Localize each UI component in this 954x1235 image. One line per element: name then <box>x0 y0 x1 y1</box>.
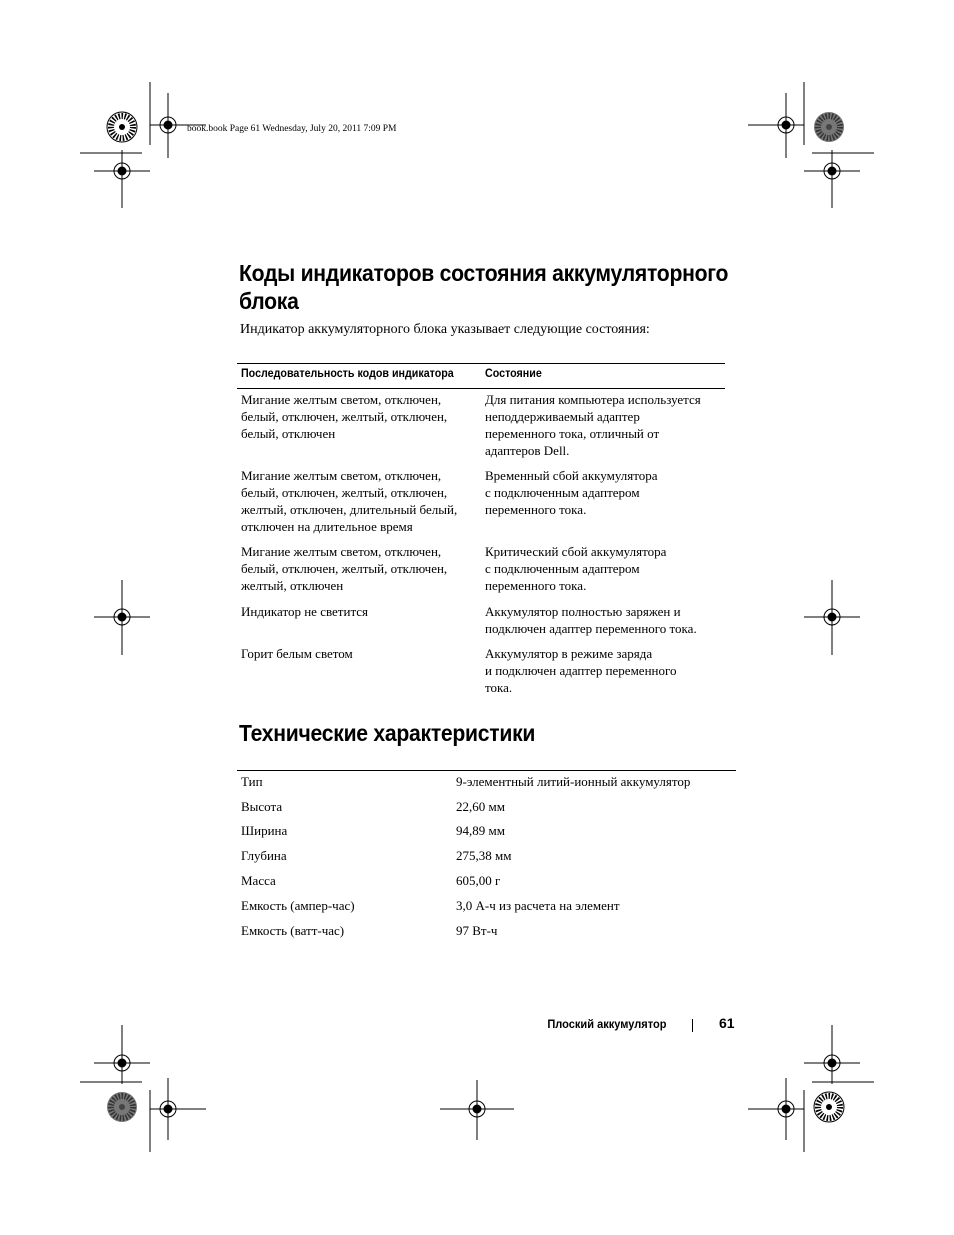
column-header-sequence: Последовательность кодов индикатора <box>241 368 454 380</box>
spec-value: 3,0 А-ч из расчета на элемент <box>456 898 620 913</box>
table-header-rule <box>237 388 725 389</box>
intro-paragraph: Индикатор аккумуляторного блока указывает следующие состояния: <box>240 322 650 337</box>
spec-value: 275,38 мм <box>456 848 512 863</box>
spec-label: Масса <box>241 873 276 888</box>
spec-label: Высота <box>241 799 283 814</box>
spec-label: Тип <box>241 774 263 789</box>
table-cell-sequence: Горит белым светом <box>241 646 353 661</box>
table-cell-state: Аккумулятор в режиме заряда и подключен адаптер переменного тока. <box>485 646 677 695</box>
spec-value: 22,60 мм <box>456 799 505 814</box>
section-title: Коды индикаторов состояния аккумуляторного <box>239 260 729 286</box>
page-number: 61 <box>719 1015 735 1031</box>
spec-value: 605,00 г <box>456 873 501 888</box>
section-title: Технические характеристики <box>239 720 536 746</box>
table-cell-state: Для питания компьютера используется неподдерживаемый адаптер переменного тока, отличный от адаптеров Dell. <box>485 392 701 458</box>
print-slug-line: book.book Page 61 Wednesday, July 20, 2011 7:09 PM <box>187 124 397 134</box>
column-header-state: Состояние <box>485 368 542 380</box>
spec-value: 9-элементный литий-ионный аккумулятор <box>456 774 691 789</box>
section-title-continued: блока <box>239 288 299 314</box>
spec-label: Емкость (ампер-час) <box>241 898 355 913</box>
table-cell-state: Аккумулятор полностью заряжен и подключен адаптер переменного тока. <box>485 604 697 636</box>
spec-label: Глубина <box>241 848 287 863</box>
spec-label: Емкость (ватт-час) <box>241 923 345 938</box>
spec-value: 94,89 мм <box>456 823 505 838</box>
footer-chapter-title: Плоский аккумулятор <box>546 1017 666 1031</box>
table-cell-sequence: Индикатор не светится <box>241 604 369 619</box>
table-cell-sequence: Мигание желтым светом, отключен, белый, отключен, желтый, отключен, желтый, отключен <box>241 544 448 593</box>
specs-top-rule <box>237 770 736 771</box>
table-cell-sequence: Мигание желтым светом, отключен, белый, отключен, желтый, отключен, белый, отключен <box>241 392 448 441</box>
table-cell-sequence: Мигание желтым светом, отключен, белый, отключен, желтый, отключен, желтый, отключен, длительный белый, отключен на длительное время <box>241 468 458 534</box>
spec-label: Ширина <box>241 823 288 838</box>
table-cell-state: Критический сбой аккумулятора с подключенным адаптером переменного тока. <box>485 544 667 593</box>
spec-value: 97 Вт-ч <box>456 923 498 938</box>
table-cell-state: Временный сбой аккумулятора с подключенным адаптером переменного тока. <box>485 468 658 517</box>
table-top-rule <box>237 363 725 364</box>
footer-divider <box>692 1019 693 1032</box>
